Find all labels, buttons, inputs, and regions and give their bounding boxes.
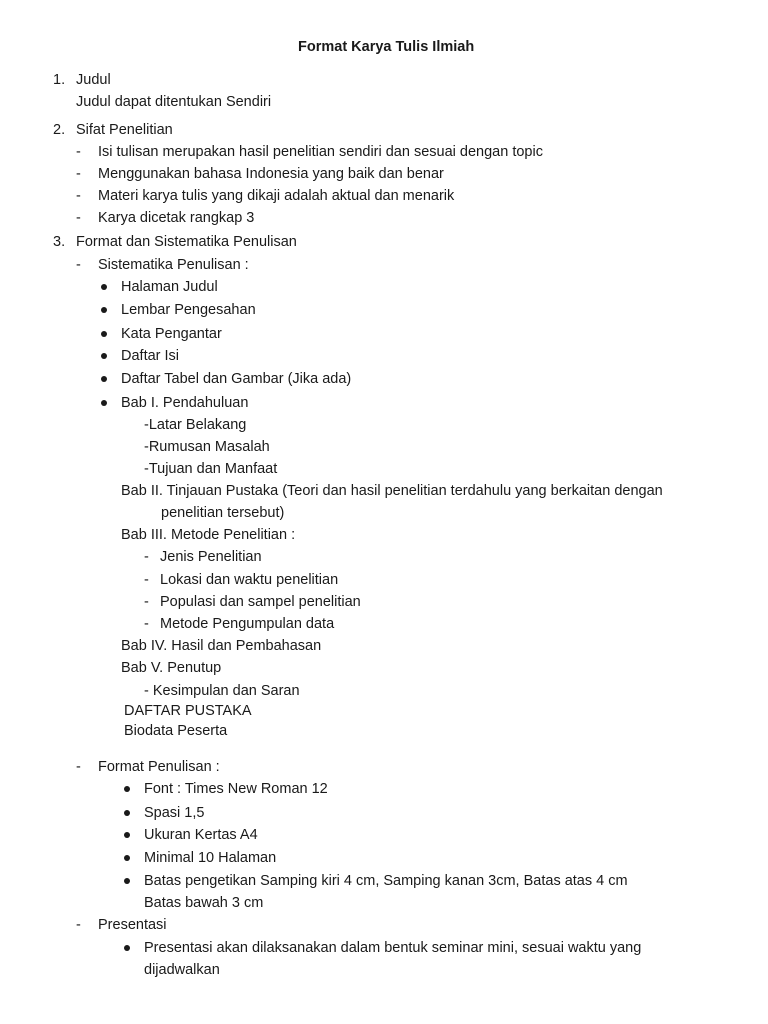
- bullet-item: Presentasi akan dilaksanakan dalam bentuk seminar mini, sesuai waktu yang: [144, 940, 642, 956]
- dash-marker: -: [76, 166, 81, 182]
- list-item: Karya dicetak rangkap 3: [98, 210, 255, 226]
- sub-item: Populasi dan sampel penelitian: [160, 594, 361, 610]
- bullet-item-cont: dijadwalkan: [144, 962, 220, 978]
- section-number: 2.: [53, 122, 66, 138]
- chapter-line-cont: penelitian tersebut): [161, 505, 285, 521]
- sub-item: -Latar Belakang: [144, 417, 247, 433]
- section-number: 3.: [53, 234, 66, 250]
- format-label: Format Penulisan :: [98, 759, 220, 775]
- sub-item: -Tujuan dan Manfaat: [144, 461, 278, 477]
- bullet-item: Minimal 10 Halaman: [144, 850, 277, 866]
- biodata-peserta: Biodata Peserta: [124, 723, 228, 739]
- chapter-line: Bab II. Tinjauan Pustaka (Teori dan hasil penelitian terdahulu yang berkaitan dengan: [121, 483, 663, 499]
- bullet-item: Font : Times New Roman 12: [144, 781, 328, 797]
- bullet-item: Kata Pengantar: [121, 326, 222, 342]
- daftar-pustaka: DAFTAR PUSTAKA: [124, 703, 252, 719]
- section-heading-sifat: Sifat Penelitian: [76, 122, 173, 138]
- sub-item: Lokasi dan waktu penelitian: [160, 572, 339, 588]
- dash-marker: -: [76, 917, 81, 933]
- dash-marker: -: [76, 144, 81, 160]
- bullet-item: Daftar Tabel dan Gambar (Jika ada): [121, 371, 352, 387]
- sub-item: -Rumusan Masalah: [144, 439, 270, 455]
- dash-marker: -: [76, 188, 81, 204]
- bullet-item: Batas pengetikan Samping kiri 4 cm, Samping kanan 3cm, Batas atas 4 cm: [144, 873, 628, 889]
- chapter-line: Bab III. Metode Penelitian :: [121, 527, 296, 543]
- bullet-item: Halaman Judul: [121, 279, 218, 295]
- page-title: Format Karya Tulis Ilmiah: [298, 39, 475, 55]
- section-body: Judul dapat ditentukan Sendiri: [76, 94, 272, 110]
- dash-marker: -: [144, 616, 149, 632]
- bullet-item: Ukuran Kertas A4: [144, 827, 258, 843]
- sub-item: Jenis Penelitian: [160, 549, 262, 565]
- chapter-line: Bab V. Penutup: [121, 660, 222, 676]
- list-item: Materi karya tulis yang dikaji adalah aktual dan menarik: [98, 188, 455, 204]
- bullet-item: Daftar Isi: [121, 348, 180, 364]
- dash-marker: -: [76, 759, 81, 775]
- dash-marker: -: [76, 210, 81, 226]
- dash-marker: -: [144, 594, 149, 610]
- bullet-item: Spasi 1,5: [144, 805, 205, 821]
- section-heading-format: Format dan Sistematika Penulisan: [76, 234, 297, 250]
- list-item: Menggunakan bahasa Indonesia yang baik dan benar: [98, 166, 444, 182]
- section-heading-judul: Judul: [76, 72, 111, 88]
- sub-item: - Kesimpulan dan Saran: [144, 683, 300, 699]
- list-item: Isi tulisan merupakan hasil penelitian sendiri dan sesuai dengan topic: [98, 144, 543, 160]
- dash-marker: -: [144, 572, 149, 588]
- dash-marker: -: [76, 257, 81, 273]
- sistematika-label: Sistematika Penulisan :: [98, 257, 249, 273]
- dash-marker: -: [144, 549, 149, 565]
- chapter-line: Bab IV. Hasil dan Pembahasan: [121, 638, 322, 654]
- section-number: 1.: [53, 72, 66, 88]
- sub-item: Metode Pengumpulan data: [160, 616, 335, 632]
- bullet-item: Lembar Pengesahan: [121, 302, 256, 318]
- bullet-item: Bab I. Pendahuluan: [121, 395, 249, 411]
- presentasi-label: Presentasi: [98, 917, 167, 933]
- bullet-item-cont: Batas bawah 3 cm: [144, 895, 264, 911]
